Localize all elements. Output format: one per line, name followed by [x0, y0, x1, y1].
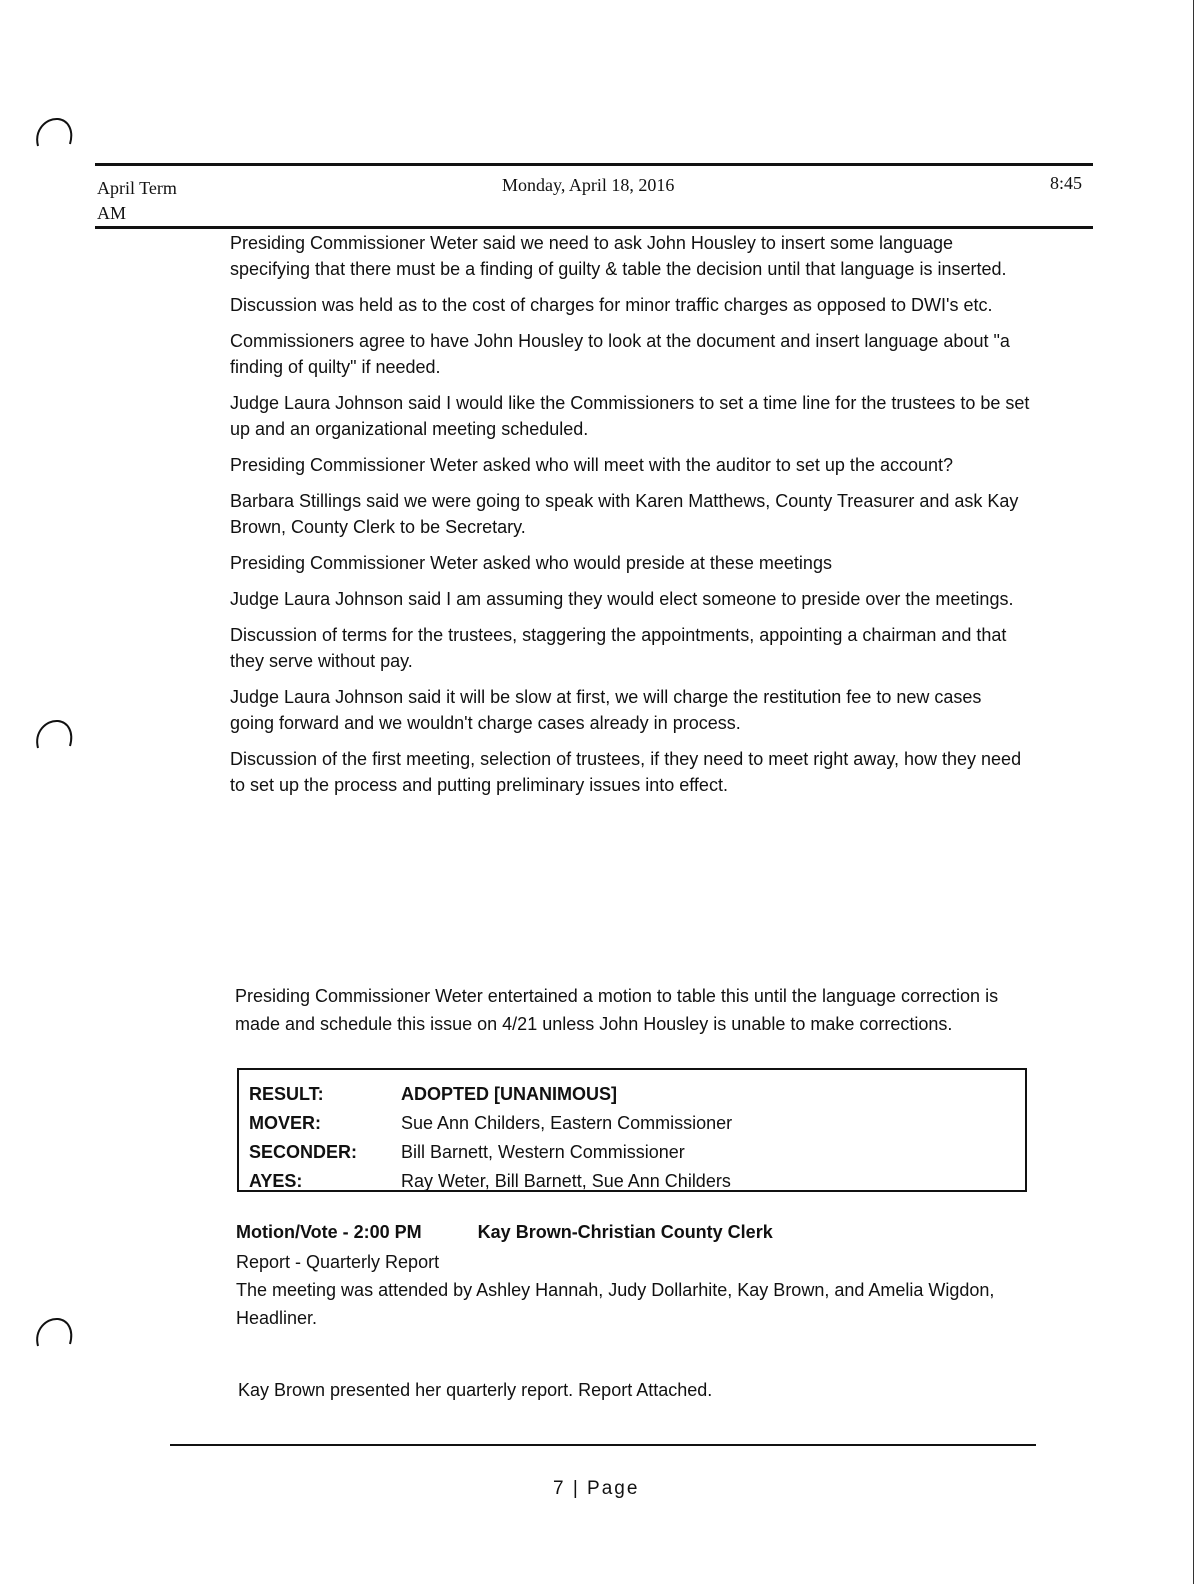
- section-report: Report - Quarterly Report: [236, 1252, 440, 1272]
- mover-row: [249, 1109, 1025, 1138]
- ayes-label: AYES:: [249, 1171, 303, 1191]
- result-label: RESULT:: [249, 1084, 324, 1104]
- header-rule-bottom: [95, 226, 1093, 229]
- paragraph: Barbara Stillings said we were going to speak with Karen Matthews, County Treasurer and ask Kay Brown, County Clerk to be Secretary.: [230, 491, 1019, 537]
- ayes-value: Ray Weter, Bill Barnett, Sue Ann Childers: [401, 1171, 731, 1191]
- punch-hole-icon: [32, 1316, 76, 1356]
- vote-result-box: [237, 1068, 1027, 1192]
- paragraph: Presiding Commissioner Weter asked who would preside at these meetings: [230, 553, 832, 573]
- page-edge: [1193, 0, 1194, 1584]
- paragraph: Discussion of the first meeting, selection of trustees, if they need to meet right away, how they need to set up the process and putting preliminary issues into effect.: [230, 749, 1022, 795]
- punch-hole-icon: [32, 718, 76, 758]
- paragraph: Judge Laura Johnson said I am assuming they would elect someone to preside over the meetings.: [230, 589, 1014, 609]
- paragraph: Commissioners agree to have John Housley to look at the document and insert language about "a finding of quilty" if needed.: [230, 331, 1010, 377]
- punch-hole-icon: [32, 116, 76, 156]
- page-number: 7 | Page: [553, 1478, 640, 1499]
- header-time: 8:45: [1050, 173, 1083, 193]
- paragraph: Presiding Commissioner Weter asked who will meet with the auditor to set up the account?: [230, 455, 954, 475]
- minutes-body: [230, 230, 1030, 808]
- seconder-row: [249, 1138, 1025, 1167]
- seconder-label: SECONDER:: [249, 1142, 358, 1162]
- section-clerk: Kay Brown-Christian County Clerk: [477, 1222, 773, 1242]
- mover-label: MOVER:: [249, 1113, 321, 1133]
- motion-text: Presiding Commissioner Weter entertained a motion to table this until the language correction is made and schedule this issue on 4/21 unless John Housley is unable to make corrections.: [235, 986, 999, 1034]
- paragraph: Discussion of terms for the trustees, staggering the appointments, appointing a chairman and that they serve without pay.: [230, 625, 1007, 671]
- header-rule-top: [95, 163, 1093, 166]
- header-date: Monday, April 18, 2016: [502, 175, 675, 195]
- header-ampm: AM: [97, 203, 127, 223]
- result-row: [249, 1080, 1025, 1109]
- result-value: ADOPTED [UNANIMOUS]: [401, 1084, 617, 1104]
- paragraph: Presiding Commissioner Weter said we need to ask John Housley to insert some language specifying that there must be a finding of guilty & table the decision until that language is inserted.: [230, 233, 1007, 279]
- paragraph: Judge Laura Johnson said it will be slow at first, we will charge the restitution fee to new cases going forward and we wouldn't charge cases already in process.: [230, 687, 982, 733]
- motion-vote-time: Motion/Vote - 2:00 PM: [236, 1222, 422, 1242]
- paragraph: Discussion was held as to the cost of charges for minor traffic charges as opposed to DWI's etc.: [230, 295, 993, 315]
- header-term: April Term: [97, 178, 177, 198]
- section-presented: Kay Brown presented her quarterly report. Report Attached.: [238, 1380, 713, 1400]
- footer-rule: [170, 1444, 1036, 1446]
- mover-value: Sue Ann Childers, Eastern Commissioner: [401, 1113, 733, 1133]
- section-attendance: The meeting was attended by Ashley Hannah, Judy Dollarhite, Kay Brown, and Amelia Wigdon, Headliner.: [236, 1280, 995, 1328]
- ayes-row: [249, 1167, 1025, 1196]
- paragraph: Judge Laura Johnson said I would like the Commissioners to set a time line for the trustees to be set up and an organizational meeting scheduled.: [230, 393, 1030, 439]
- section-heading: [236, 1222, 773, 1243]
- seconder-value: Bill Barnett, Western Commissioner: [401, 1142, 685, 1162]
